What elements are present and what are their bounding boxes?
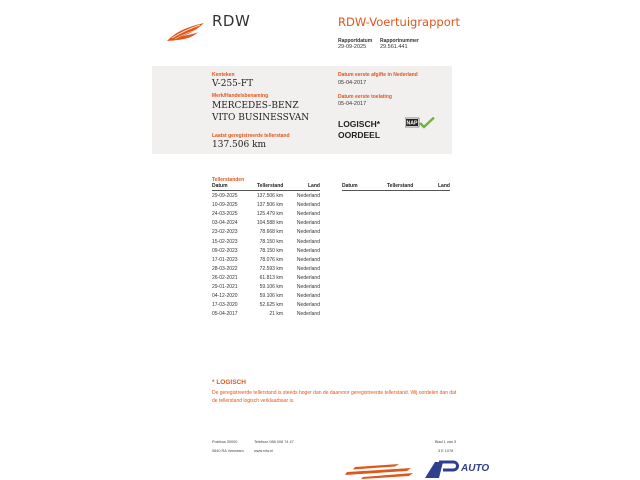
col-date-header: Datum — [212, 183, 228, 189]
odometer-value: 137.506 km — [212, 140, 267, 150]
row-country: Nederland — [296, 238, 320, 245]
report-date-label: Rapportdatum — [338, 38, 373, 44]
table-row — [212, 211, 320, 220]
table-row — [212, 248, 320, 257]
row-odometer: 137.506 km — [256, 193, 283, 199]
col-country-header-2: Land — [438, 183, 450, 189]
row-country: Nederland — [296, 211, 320, 218]
row-country: Nederland — [296, 256, 320, 263]
report-number-label: Rapportnummer — [380, 38, 419, 44]
row-odometer: 21 km — [269, 311, 283, 318]
first-admission-label: Datum eerste toelating — [338, 94, 392, 100]
make-line2: VITO BUSINESSVAN — [212, 113, 310, 123]
nap-text: NAP — [406, 120, 418, 127]
report-title: RDW-Voertuigrapport — [338, 15, 460, 29]
table-row — [212, 266, 320, 275]
table-row — [212, 220, 320, 229]
odometer-label: Laatst geregistreerde tellerstand — [212, 133, 290, 139]
dealer-logo-text: AUTO — [461, 463, 490, 474]
make-label: Merk/Handelsbenaming — [212, 93, 269, 99]
table-row — [212, 229, 320, 238]
brand-name: RDW — [212, 12, 251, 30]
row-date: 17-03-2020 — [212, 302, 238, 309]
verdict-line1: LOGISCH* — [338, 119, 381, 129]
row-odometer: 78.150 km — [259, 247, 283, 254]
row-odometer: 125.479 km — [256, 211, 283, 218]
row-date: 28-03-2022 — [212, 265, 238, 272]
row-date: 26-02-2021 — [212, 274, 238, 281]
row-date: 29-01-2021 — [212, 284, 238, 290]
row-country: Nederland — [296, 247, 320, 254]
table-row — [212, 193, 320, 202]
table-header-divider — [212, 190, 320, 191]
row-odometer: 78.150 km — [259, 238, 283, 245]
table-row — [212, 302, 320, 311]
table-row — [212, 311, 320, 320]
col-country-header: Land — [308, 183, 320, 189]
row-date: 05-04-2017 — [212, 311, 238, 318]
row-odometer: 52.625 km — [259, 302, 283, 309]
row-country: Nederland — [296, 311, 320, 318]
col-odometer-header-2: Tellerstand — [387, 183, 414, 189]
col-date-header-2: Datum — [342, 183, 358, 189]
table-row — [212, 202, 320, 211]
row-odometer: 72.593 km — [259, 265, 283, 272]
row-date: 23-02-2023 — [212, 229, 238, 236]
row-date: 09-02-2023 — [212, 247, 238, 254]
report-date: 29-09-2025 — [338, 44, 367, 50]
row-date: 17-01-2023 — [212, 256, 238, 263]
row-odometer: 61.813 km — [259, 274, 283, 281]
row-date: 04-12-2020 — [212, 293, 238, 300]
footnote-text: De geregistreerde tellerstand is steeds hoger dan de daarvoor geregistreerde tellerstand. Wij oordelen dan dat de tellerstand logisch verklaarbaar is. — [212, 390, 457, 404]
row-date: 29-09-2025 — [212, 193, 238, 199]
row-date: 10-09-2025 — [212, 202, 238, 209]
row-odometer: 78.668 km — [259, 229, 283, 236]
plate-label: Kenteken — [212, 72, 235, 78]
footer-postbus: Postbus 30000 — [212, 440, 238, 444]
row-country: Nederland — [296, 193, 320, 199]
row-date: 15-02-2023 — [212, 238, 238, 245]
dealer-logo-icon — [343, 458, 493, 480]
first-admission-date: 05-04-2017 — [338, 101, 367, 107]
table-row — [212, 257, 320, 266]
row-date: 24-03-2025 — [212, 211, 238, 218]
row-country: Nederland — [296, 284, 320, 290]
row-odometer: 59.106 km — [259, 284, 283, 290]
row-country: Nederland — [296, 302, 320, 309]
row-odometer: 78.076 km — [259, 256, 283, 263]
row-country: Nederland — [296, 265, 320, 272]
table-row — [212, 293, 320, 302]
col-odometer-header: Tellerstand — [257, 183, 284, 189]
first-nl-label: Datum eerste afgifte in Nederland — [338, 72, 418, 78]
first-nl-date: 05-04-2017 — [338, 80, 367, 86]
table-row — [212, 239, 320, 248]
vehicle-summary-panel — [152, 66, 452, 154]
row-country: Nederland — [296, 274, 320, 281]
table-header-divider-2 — [342, 190, 450, 191]
row-date: 03-04-2024 — [212, 220, 238, 227]
nap-check-logo-icon — [405, 117, 435, 129]
footer-web-link[interactable]: www.rdw.nl — [254, 449, 273, 453]
row-country: Nederland — [296, 202, 320, 209]
verdict-line2: OORDEEL — [338, 130, 381, 140]
row-odometer: 104.588 km — [256, 220, 283, 227]
row-odometer: 59.106 km — [259, 293, 283, 300]
table-row — [212, 284, 320, 293]
row-country: Nederland — [296, 229, 320, 236]
rdw-logo-bird-icon — [166, 22, 206, 42]
footer-phone: Telefoon 088 008 74 47 — [254, 440, 294, 444]
plate-value: V-255-FT — [212, 79, 254, 89]
footnote-title: * LOGISCH — [212, 379, 246, 386]
readings-title: Tellerstanden — [212, 177, 245, 183]
footer-page: Blad 1 van 3 — [435, 440, 457, 444]
row-odometer: 137.506 km — [256, 202, 283, 209]
footer-city: 9640 RA Veendam — [212, 449, 244, 453]
footer-code: 3 E 1078 — [438, 449, 454, 453]
table-row — [212, 275, 320, 284]
row-country: Nederland — [296, 293, 320, 300]
row-country: Nederland — [296, 220, 320, 227]
report-number: 29.561.441 — [380, 44, 408, 50]
make-line1: MERCEDES-BENZ — [212, 101, 299, 111]
